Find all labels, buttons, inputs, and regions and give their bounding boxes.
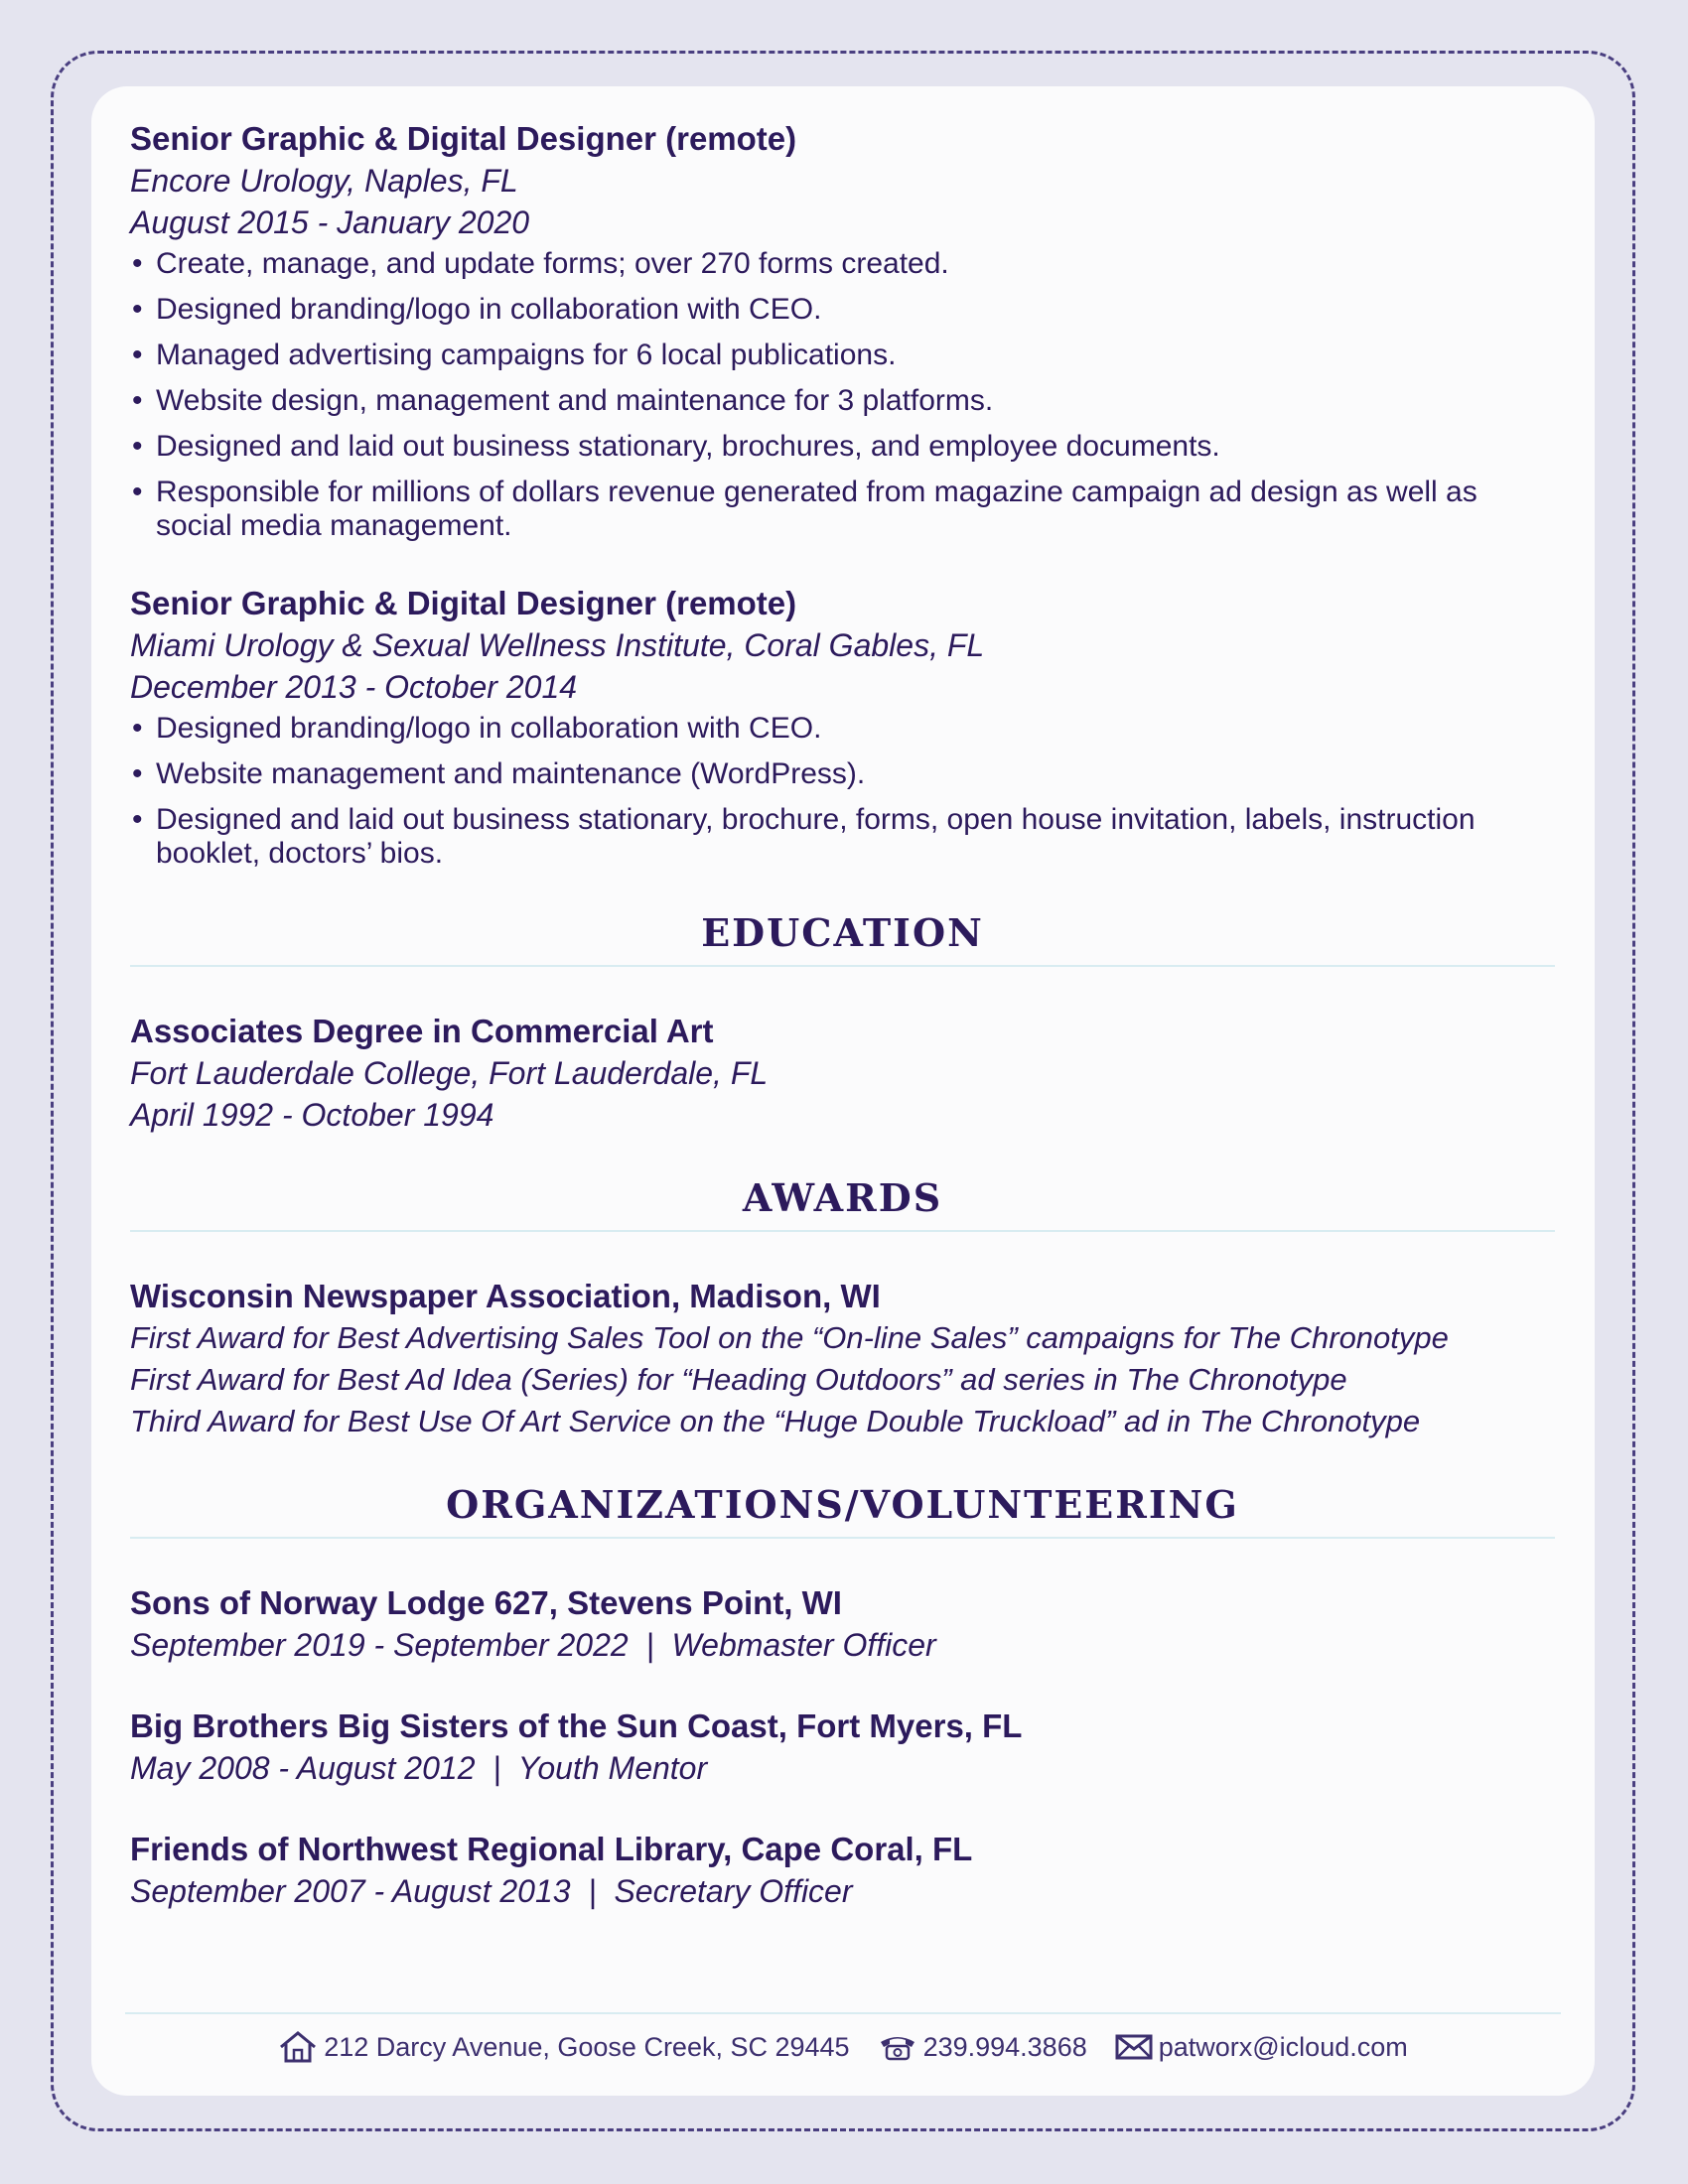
contact-footer: [125, 2012, 1561, 2064]
education-entry: [130, 1011, 1555, 1136]
org-entry: [130, 1706, 1555, 1789]
job-title: Senior Graphic & Digital Designer (remote): [130, 585, 797, 621]
awards-heading: AWARDS: [130, 1175, 1555, 1232]
org-detail: September 2007 - August 2013 | Secretary Officer: [130, 1873, 853, 1909]
bullet-item: • Designed branding/logo in collaboration with CEO.: [132, 293, 822, 326]
resume-card: [91, 86, 1595, 2096]
phone-icon: [878, 2032, 917, 2062]
awards-org: Wisconsin Newspaper Association, Madison, WI: [130, 1278, 881, 1314]
award-line: First Award for Best Ad Idea (Series) for “Heading Outdoors” ad series in The Chronotype: [130, 1362, 1347, 1397]
bullet-item: • Website design, management and maintenance for 3 platforms.: [132, 384, 994, 417]
bullet-item: • Designed and laid out business stationary, brochure, forms, open house invitation, labels, instruction booklet, doctors’ bios.: [132, 803, 1476, 870]
school-name: Fort Lauderdale College, Fort Lauderdale, FL: [130, 1055, 769, 1091]
org-name: Big Brothers Big Sisters of the Sun Coast, Fort Myers, FL: [130, 1707, 1023, 1744]
home-icon: [278, 2030, 318, 2064]
job-bullets: [130, 247, 1555, 543]
envelope-icon: [1115, 2033, 1153, 2061]
org-detail: September 2019 - September 2022 | Webmaster Officer: [130, 1627, 936, 1663]
phone-text: 239.994.3868: [922, 2031, 1087, 2062]
education-heading: EDUCATION: [130, 910, 1555, 967]
organizations-heading: ORGANIZATIONS/VOLUNTEERING: [130, 1482, 1555, 1539]
job-dates: August 2015 - January 2020: [130, 205, 530, 240]
email-text: patworx@icloud.com: [1158, 2031, 1408, 2062]
award-line: Third Award for Best Use Of Art Service on the “Huge Double Truckload” ad in The Chronotype: [130, 1404, 1421, 1438]
bullet-item: • Designed branding/logo in collaboration with CEO.: [132, 712, 822, 745]
bullet-item: • Managed advertising campaigns for 6 local publications.: [132, 339, 897, 371]
contact-email[interactable]: [1115, 2032, 1408, 2063]
bullet-item: • Create, manage, and update forms; over 270 forms created.: [132, 247, 949, 280]
job-company: Encore Urology, Naples, FL: [130, 163, 518, 199]
job-entry-encore: [130, 118, 1555, 543]
job-company: Miami Urology & Sexual Wellness Institute, Coral Gables, FL: [130, 627, 985, 663]
address-text: 212 Darcy Avenue, Goose Creek, SC 29445: [324, 2031, 850, 2062]
job-title: Senior Graphic & Digital Designer (remote): [130, 120, 797, 157]
job-entry-miami: [130, 583, 1555, 871]
job-dates: December 2013 - October 2014: [130, 669, 578, 705]
org-name: Sons of Norway Lodge 627, Stevens Point, WI: [130, 1584, 842, 1621]
org-entry: [130, 1582, 1555, 1666]
bullet-item: • Designed and laid out business stationary, brochures, and employee documents.: [132, 430, 1220, 463]
org-name: Friends of Northwest Regional Library, Cape Coral, FL: [130, 1831, 973, 1867]
education-dates: April 1992 - October 1994: [130, 1097, 494, 1133]
contact-address: [278, 2030, 849, 2064]
degree-title: Associates Degree in Commercial Art: [130, 1013, 714, 1049]
org-entry: [130, 1829, 1555, 1912]
awards-entry: [130, 1276, 1555, 1442]
bullet-item: • Responsible for millions of dollars revenue generated from magazine campaign ad design as well as social media management.: [132, 476, 1477, 542]
award-line: First Award for Best Advertising Sales Tool on the “On-line Sales” campaigns for The Chronotype: [130, 1320, 1449, 1355]
org-detail: May 2008 - August 2012 | Youth Mentor: [130, 1750, 708, 1786]
bullet-item: • Website management and maintenance (WordPress).: [132, 757, 866, 790]
contact-phone[interactable]: [878, 2032, 1087, 2063]
job-bullets: [130, 712, 1555, 871]
